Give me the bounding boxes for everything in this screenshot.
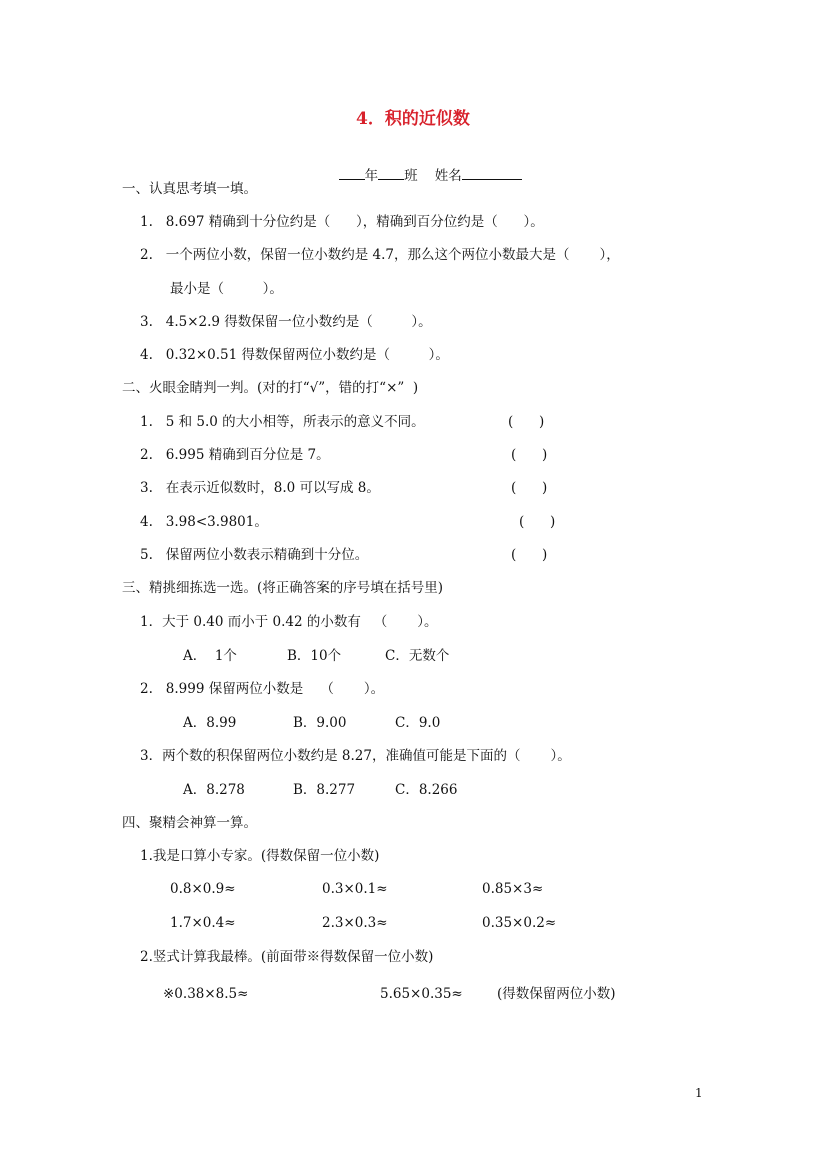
section-2-heading: 二、火眼金睛判一判。(对的打“√”，错的打“×” ) <box>122 380 419 396</box>
s2-answer-paren-4[interactable]: ( ) <box>519 514 556 530</box>
s4-part-2-title: 2.竖式计算我最棒。(前面带※得数保留一位小数) <box>140 949 434 965</box>
s3-q2-option-b[interactable]: B．9.00 <box>293 715 347 731</box>
s1-question-2b: 最小是（ ）。 <box>170 281 283 297</box>
s2-answer-paren-5[interactable]: ( ) <box>511 547 548 563</box>
s3-question-3: 3．两个数的积保留两位小数约是 8.27，准确值可能是下面的（ ）。 <box>140 748 571 764</box>
page-number: 1 <box>695 1086 703 1100</box>
s3-q2-option-a[interactable]: A．8.99 <box>183 715 237 731</box>
s2-answer-paren-2[interactable]: ( ) <box>511 447 548 463</box>
section-1-heading: 一、认真思考填一填。 <box>122 181 257 197</box>
s3-q1-option-c[interactable]: C．无数个 <box>385 648 450 664</box>
s2-answer-paren-3[interactable]: ( ) <box>511 480 548 496</box>
s2-question-4: 4. 3.98<3.9801。 <box>140 514 268 530</box>
s3-question-1: 1．大于 0.40 而小于 0.42 的小数有 （ ）。 <box>140 614 438 630</box>
s4-p1-item-1: 0.8×0.9≈ <box>170 881 236 897</box>
student-info-line <box>330 147 522 185</box>
s2-question-2: 2. 6.995 精确到百分位是 7。 <box>140 447 330 463</box>
section-3-heading: 三、精挑细拣选一选。(将正确答案的序号填在括号里) <box>122 580 444 596</box>
s1-question-4: 4. 0.32×0.51 得数保留两位小数约是（ ）。 <box>140 347 449 363</box>
s2-question-3: 3. 在表示近似数时，8.0 可以写成 8。 <box>140 480 380 496</box>
s3-q2-option-c[interactable]: C．9.0 <box>395 715 441 731</box>
s3-q1-option-b[interactable]: B．10个 <box>287 648 342 664</box>
s4-part-1-title: 1.我是口算小专家。(得数保留一位小数) <box>140 848 380 864</box>
s4-p2-item-2: 5.65×0.35≈ <box>380 986 463 1002</box>
page-title: 4．积的近似数 <box>356 109 470 129</box>
section-4-heading: 四、聚精会神算一算。 <box>122 815 257 831</box>
s2-answer-paren-1[interactable]: ( ) <box>508 414 545 430</box>
s4-p1-item-3: 0.85×3≈ <box>482 881 544 897</box>
name-label: 姓名 <box>434 168 462 184</box>
s1-question-1: 1. 8.697 精确到十分位约是（ ），精确到百分位约是（ ）。 <box>140 214 544 230</box>
s2-question-1: 1. 5 和 5.0 的大小相等，所表示的意义不同。 <box>140 414 425 430</box>
year-label: 年 <box>364 168 379 184</box>
s4-p1-item-5: 2.3×0.3≈ <box>322 915 388 931</box>
s3-q3-option-a[interactable]: A．8.278 <box>183 782 245 798</box>
s4-p1-item-4: 1.7×0.4≈ <box>170 915 236 931</box>
s3-q3-option-c[interactable]: C．8.266 <box>395 782 458 798</box>
class-label: 班 <box>404 168 418 184</box>
s2-question-5: 5. 保留两位小数表示精确到十分位。 <box>140 547 369 563</box>
s4-p1-item-6: 0.35×0.2≈ <box>482 915 557 931</box>
s4-p2-item-3-note: (得数保留两位小数) <box>497 986 616 1002</box>
s4-p2-item-1: ※0.38×8.5≈ <box>163 986 249 1002</box>
s3-q3-option-b[interactable]: B．8.277 <box>293 782 356 798</box>
year-blank[interactable] <box>339 165 365 180</box>
s1-question-2a: 2. 一个两位小数，保留一位小数约是 4.7，那么这个两位小数最大是（ ）， <box>140 247 620 263</box>
s4-p1-item-2: 0.3×0.1≈ <box>322 881 388 897</box>
s3-q1-option-a[interactable]: A． 1个 <box>183 648 237 664</box>
name-blank[interactable] <box>462 165 522 180</box>
s1-question-3: 3. 4.5×2.9 得数保留一位小数约是（ ）。 <box>140 314 432 330</box>
class-blank[interactable] <box>378 165 404 180</box>
s3-question-2: 2. 8.999 保留两位小数是 （ ）。 <box>140 681 385 697</box>
